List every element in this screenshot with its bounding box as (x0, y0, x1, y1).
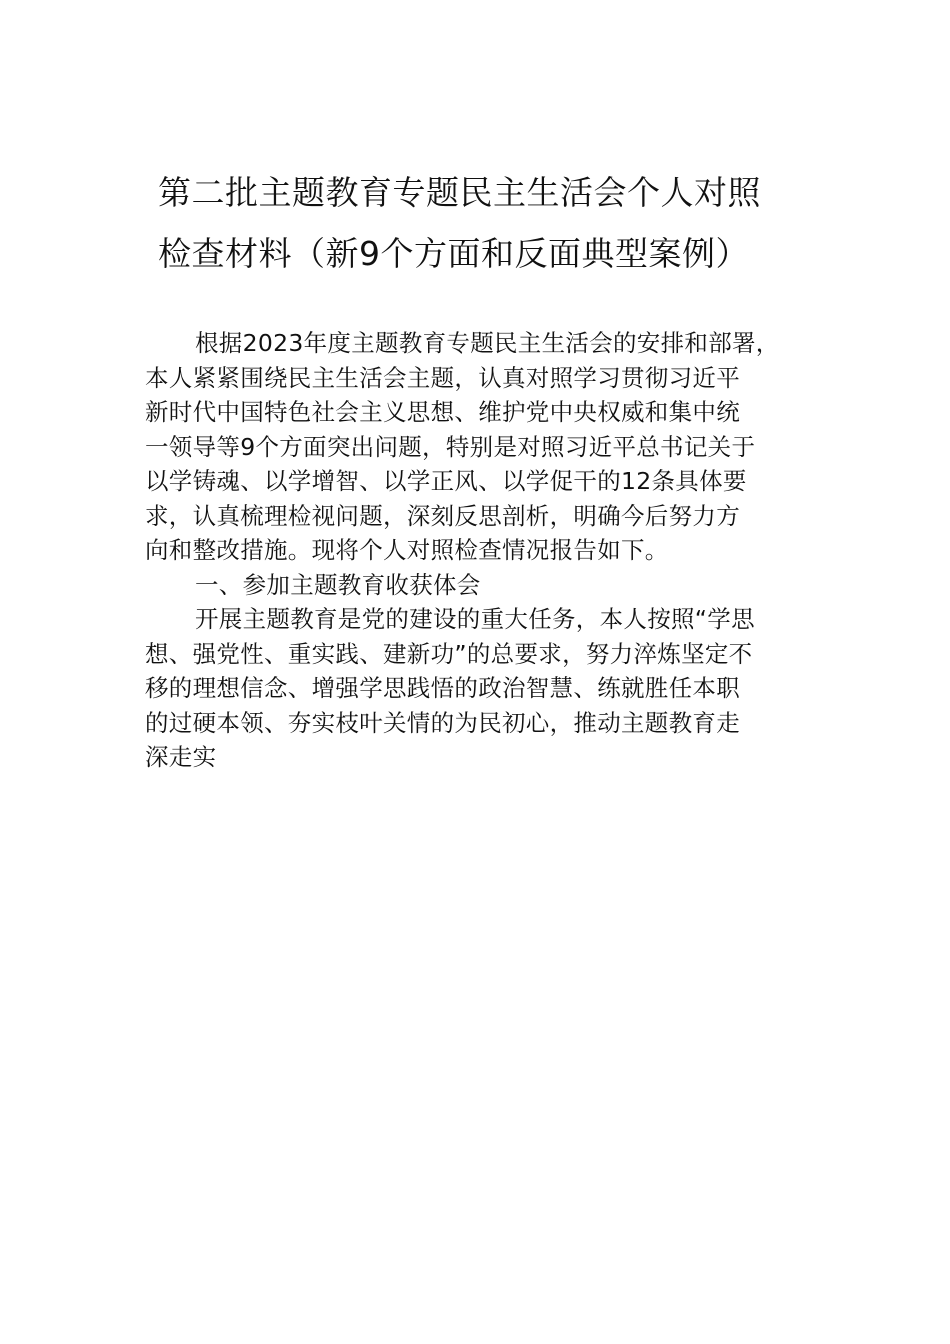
text-line: 的过硬本领、夯实枝叶关情的为民初心，推动主题教育走 (145, 708, 740, 737)
text-line: 以学铸魂、以学增智、以学正风、以学促干的12条具体要 (145, 467, 747, 495)
text-line: 一领导等9个方面突出问题，特别是对照习近平总书记关于 (145, 432, 756, 461)
text-line: 向和整改措施。现将个人对照检查情况报告如下。 (145, 536, 669, 564)
text-line: 本人紧紧围绕民主生活会主题，认真对照学习贯彻习近平 (145, 363, 740, 392)
paragraph-intro (145, 326, 825, 568)
title-line: 第二批主题教育专题民主生活会个人对照 (158, 173, 761, 212)
text-line: 开展主题教育是党的建设的重大任务，本人按照“学思 (195, 605, 755, 633)
document-body (145, 326, 825, 775)
text-line: 深走实 (145, 743, 217, 771)
document-title (158, 162, 808, 284)
section-heading: 一、参加主题教育收获体会 (195, 570, 481, 599)
text-line: 求，认真梳理检视问题，深刻反思剖析，明确今后努力方 (145, 501, 740, 530)
text-line: 根据2023年度主题教育专题民主生活会的安排和部署， (195, 329, 780, 357)
text-line: 移的理想信念、增强学思践悟的政治智慧、练就胜任本职 (145, 674, 740, 702)
paragraph-section-1 (145, 602, 825, 775)
text-line: 新时代中国特色社会主义思想、维护党中央权威和集中统 (145, 398, 740, 426)
title-line: 检查材料（新9个方面和反面典型案例） (158, 234, 749, 273)
text-line: 想、强党性、重实践、建新功”的总要求，努力淬炼坚定不 (145, 639, 753, 668)
